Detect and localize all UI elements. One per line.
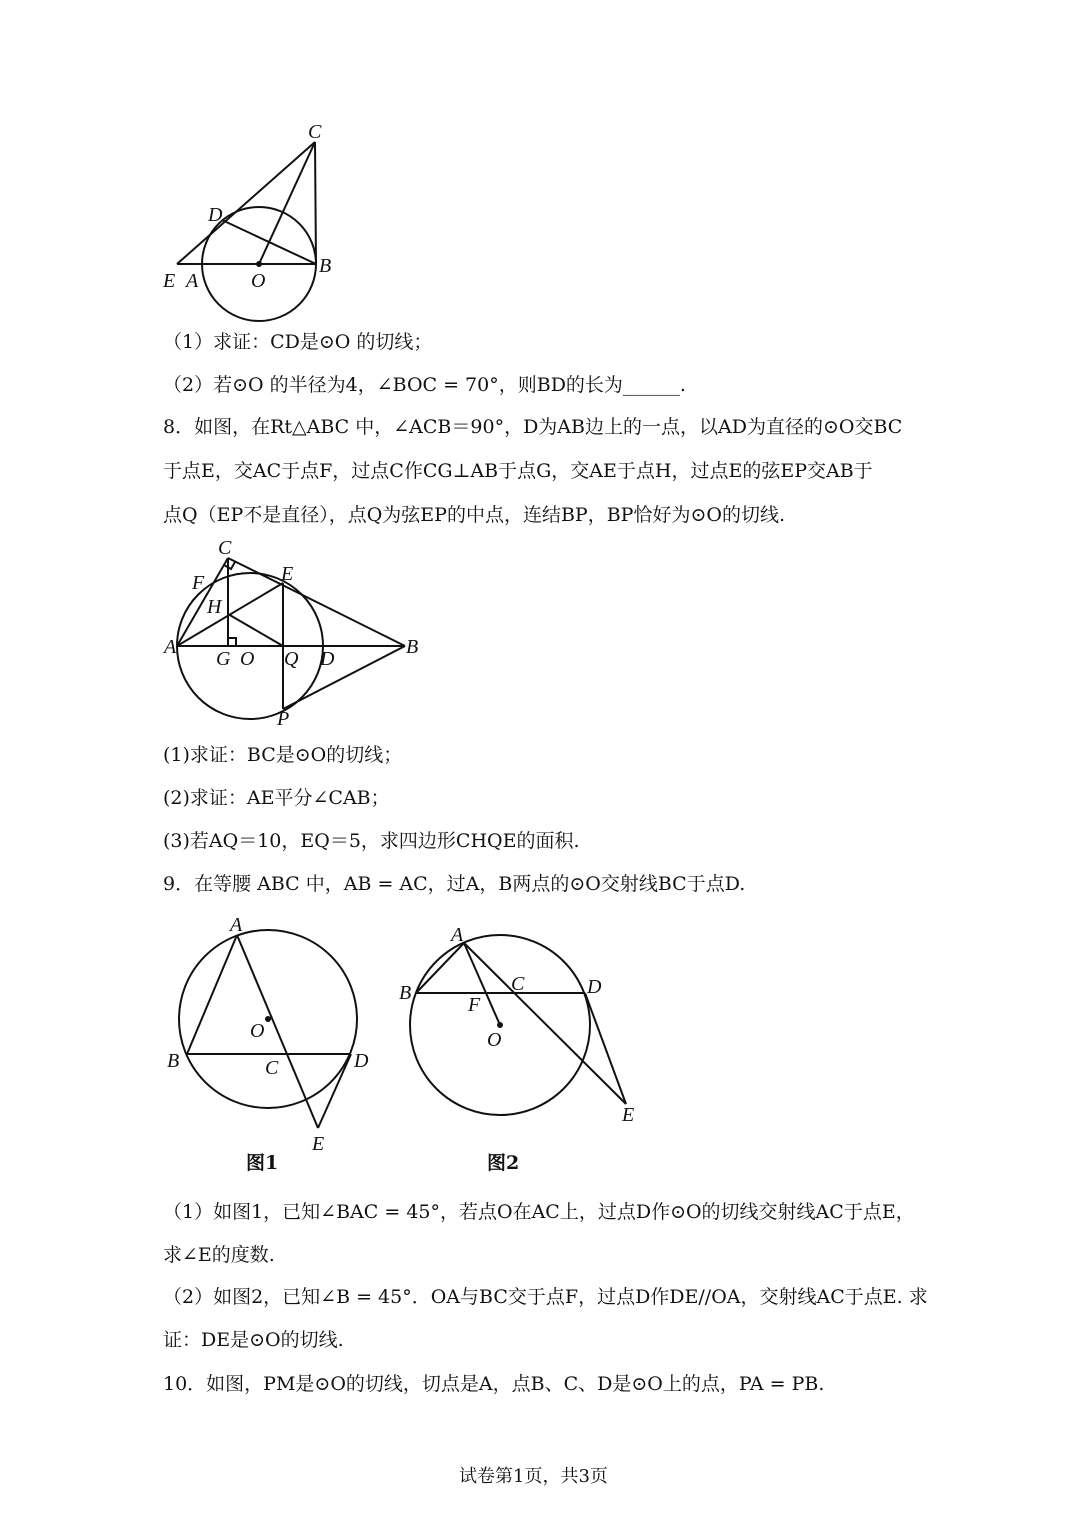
q8-part3: (3)若AQ＝10，EQ＝5，求四边形CHQE的面积. bbox=[163, 830, 580, 852]
q7-label-e: E bbox=[163, 270, 176, 292]
q9-fig2-label-a: A bbox=[451, 924, 464, 946]
q10-stem: 10．如图，PM是⊙O的切线，切点是A，点B、C、D是⊙O上的点，PA = PB. bbox=[163, 1373, 825, 1395]
q9-fig2-label-d: D bbox=[587, 976, 602, 998]
q9-fig2-point-o bbox=[497, 1022, 503, 1028]
q8-label-g: G bbox=[216, 648, 231, 670]
q9-fig2-line-ae bbox=[464, 943, 626, 1104]
q9-fig2-label-e: E bbox=[622, 1104, 635, 1126]
q8-label-e: E bbox=[281, 563, 294, 585]
q9-part2-line2: 证：DE是⊙O的切线. bbox=[163, 1329, 344, 1351]
q9-fig2-caption: 图2 bbox=[487, 1152, 520, 1174]
q7-label-c: C bbox=[308, 121, 322, 143]
q8-label-h: H bbox=[207, 596, 222, 618]
q9-fig2-label-b: B bbox=[399, 982, 412, 1004]
q8-label-a: A bbox=[164, 636, 177, 658]
q9-fig1-label-c: C bbox=[265, 1057, 279, 1079]
q8-part1: (1)求证：BC是⊙O的切线； bbox=[163, 744, 403, 766]
q8-label-p: P bbox=[277, 708, 290, 730]
q8-stem-line2: 于点E，交AC于点F，过点C作CG⊥AB于点G，交AE于点H，过点E的弦EP交AB于 bbox=[163, 460, 873, 482]
q8-label-c: C bbox=[218, 537, 232, 559]
q8-part2: (2)求证：AE平分∠CAB； bbox=[163, 787, 390, 809]
q9-fig2-line-ab bbox=[416, 943, 464, 993]
q9-part1-line2: 求∠E的度数. bbox=[163, 1244, 275, 1266]
q9-fig2-label-o: O bbox=[487, 1029, 502, 1051]
q8-stem-line3: 点Q（EP不是直径），点Q为弦EP的中点，连结BP，BP恰好为⊙O的切线. bbox=[163, 504, 785, 526]
q8-stem-line1: 8．如图，在Rt△ABC 中，∠ACB＝90°，D为AB边上的一点，以AD为直径的⊙O交BC bbox=[163, 416, 903, 438]
q9-part2-line1: （2）如图2，已知∠B = 45°．OA与BC交于点F，过点D作DE//OA，交射线AC于点E. 求 bbox=[163, 1286, 928, 1308]
q7-part1: （1）求证：CD是⊙O 的切线； bbox=[163, 331, 433, 353]
q9-fig2-line-de bbox=[585, 993, 626, 1104]
q9-part1-line1: （1）如图1，已知∠BAC = 45°，若点O在AC上，过点D作⊙O的切线交射线AC于点E， bbox=[163, 1201, 915, 1223]
q9-fig1-caption: 图1 bbox=[246, 1152, 279, 1174]
q9-fig2-label-f: F bbox=[468, 994, 481, 1016]
q9-fig1-label-a: A bbox=[230, 914, 243, 936]
q9-fig2-label-c: C bbox=[511, 973, 525, 995]
q9-stem: 9．在等腰 ABC 中，AB = AC，过A，B两点的⊙O交射线BC于点D. bbox=[163, 873, 746, 895]
q8-label-d: D bbox=[320, 648, 335, 670]
q8-label-f: F bbox=[192, 572, 205, 594]
q7-label-o: O bbox=[251, 270, 266, 292]
q8-label-q: Q bbox=[284, 648, 299, 670]
q9-fig1-label-d: D bbox=[354, 1050, 369, 1072]
q7-label-a: A bbox=[186, 270, 199, 292]
q8-label-o: O bbox=[240, 648, 255, 670]
q9-fig1-label-e: E bbox=[312, 1133, 325, 1155]
q9-fig1-label-b: B bbox=[167, 1050, 180, 1072]
q7-label-b: B bbox=[319, 255, 332, 277]
q9-fig1-label-o: O bbox=[250, 1020, 265, 1042]
q9-fig2-lines bbox=[410, 935, 626, 1115]
page-footer: 试卷第1页，共3页 bbox=[459, 1466, 608, 1487]
q8-label-b: B bbox=[406, 636, 419, 658]
q7-part2: （2）若⊙O 的半径为4，∠BOC = 70°，则BD的长为______. bbox=[163, 374, 686, 396]
q7-label-d: D bbox=[208, 204, 223, 226]
